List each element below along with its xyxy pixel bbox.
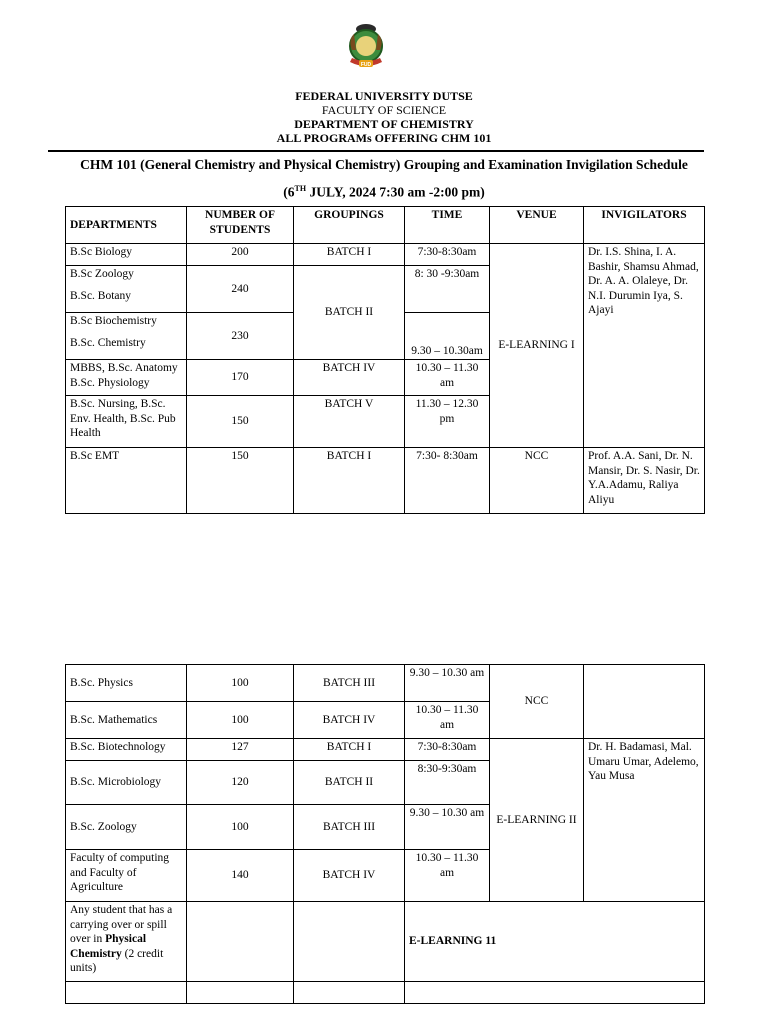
cell-invigilators-empty [584, 665, 705, 739]
cell-group-empty [294, 902, 405, 982]
cell-empty [294, 982, 405, 1004]
dept-bold-text: Physical Chemistry [70, 933, 147, 960]
cell-invigilators: Dr. I.S. Shina, I. A. Bashir, Shamsu Ahmad, Dr. A. A. Olaleye, Dr. N.I. Durumin Iya, S. Ajayi [584, 244, 705, 448]
cell-num: 150 [187, 448, 294, 514]
header-venue: VENUE [490, 207, 584, 244]
dept-line: B.Sc. Chemistry [70, 337, 146, 349]
programs-line: ALL PROGRAMs OFFERING CHM 101 [276, 131, 492, 145]
dept-text: Any student that has a carrying over or spill over in [70, 904, 173, 945]
cell-group: BATCH II [294, 266, 405, 360]
university-name: FEDERAL UNIVERSITY DUTSE [295, 89, 473, 103]
cell-num: 100 [187, 665, 294, 702]
cell-dept: B.Sc. Nursing, B.Sc. Env. Health, B.Sc. Pub Health [66, 396, 187, 448]
table-row [66, 902, 705, 982]
cell-time: 9.30 – 10.30am [405, 313, 490, 360]
cell-empty [187, 982, 294, 1004]
faculty-name: FACULTY OF SCIENCE [321, 103, 447, 117]
cell-invigilators: Dr. H. Badamasi, Mal. Umaru Umar, Adelemo, Yau Musa [584, 739, 705, 902]
cell-group: BATCH III [294, 665, 405, 702]
subtitle-open: ( [283, 184, 288, 200]
university-logo [340, 20, 392, 72]
cell-num: 140 [187, 850, 294, 902]
cell-empty [66, 982, 187, 1004]
cell-dept: Faculty of computing and Faculty of Agriculture [66, 850, 187, 902]
cell-dept: B.Sc. Zoology [66, 805, 187, 850]
header-time: TIME [405, 207, 490, 244]
subtitle-day: 6 [287, 184, 295, 200]
subtitle-sup: TH [294, 184, 307, 193]
header-groupings: GROUPINGS [294, 207, 405, 244]
header-divider [48, 150, 704, 152]
cell-num: 120 [187, 761, 294, 805]
cell-time: 11.30 – 12.30 pm [405, 396, 490, 448]
cell-num: 240 [187, 266, 294, 313]
cell-dept: B.Sc Biology [66, 244, 187, 266]
cell-num: 127 [187, 739, 294, 761]
cell-dept [66, 313, 187, 360]
cell-venue: E-LEARNING I [490, 244, 584, 448]
cell-dept: B.Sc. Biotechnology [66, 739, 187, 761]
cell-group: BATCH II [294, 761, 405, 805]
cell-num: 150 [187, 396, 294, 448]
page-subtitle [0, 180, 768, 202]
table-row [66, 244, 705, 266]
department-name: DEPARTMENT OF CHEMISTRY [294, 117, 474, 131]
cell-dept: B.Sc. Microbiology [66, 761, 187, 805]
cell-venue: E-LEARNING 11 [405, 902, 705, 982]
cell-group: BATCH I [294, 739, 405, 761]
cell-dept [66, 266, 187, 313]
cell-group: BATCH I [294, 448, 405, 514]
cell-num: 170 [187, 360, 294, 396]
cell-empty [405, 982, 705, 1004]
logo-text: FUD [360, 62, 372, 68]
cell-time: 7:30- 8:30am [405, 448, 490, 514]
cell-time: 9.30 – 10.30 am [405, 805, 490, 850]
cell-venue: NCC [490, 448, 584, 514]
table-row [66, 448, 705, 514]
header-departments: DEPARTMENTS [66, 207, 187, 244]
cell-time: 10.30 – 11.30 am [405, 850, 490, 902]
dept-line: B.Sc Biochemistry [70, 315, 157, 327]
subtitle-rest: JULY, 2024 7:30 am -2:00 pm) [306, 184, 485, 200]
table-header-row [66, 207, 705, 244]
cell-group: BATCH IV [294, 360, 405, 396]
cell-num: 200 [187, 244, 294, 266]
schedule-table-2 [65, 664, 705, 1004]
dept-line: B.Sc. Botany [70, 290, 132, 302]
cell-group: BATCH V [294, 396, 405, 448]
table-row [66, 982, 705, 1004]
cell-time: 8:30-9:30am [405, 761, 490, 805]
cell-venue: E-LEARNING II [490, 739, 584, 902]
cell-group: BATCH IV [294, 850, 405, 902]
dept-line: B.Sc Zoology [70, 268, 134, 280]
cell-group: BATCH IV [294, 702, 405, 739]
cell-dept: B.Sc. Mathematics [66, 702, 187, 739]
page-title: CHM 101 (General Chemistry and Physical Chemistry) Grouping and Examination Invigilation Schedule [80, 157, 688, 172]
cell-dept [66, 902, 187, 982]
cell-time: 7:30-8:30am [405, 244, 490, 266]
table-row [66, 739, 705, 761]
cell-num: 230 [187, 313, 294, 360]
cell-group: BATCH III [294, 805, 405, 850]
cell-time: 10.30 – 11.30 am [405, 702, 490, 739]
cell-time: 10.30 – 11.30 am [405, 360, 490, 396]
cell-time: 9.30 – 10.30 am [405, 665, 490, 702]
cell-invigilators: Prof. A.A. Sani, Dr. N. Mansir, Dr. S. Nasir, Dr. Y.A.Adamu, Raliya Aliyu [584, 448, 705, 514]
cell-num: 100 [187, 702, 294, 739]
table-row [66, 665, 705, 702]
cell-time: 7:30-8:30am [405, 739, 490, 761]
cell-dept: B.Sc EMT [66, 448, 187, 514]
cell-dept: B.Sc. Physics [66, 665, 187, 702]
cell-num: 100 [187, 805, 294, 850]
cell-dept: MBBS, B.Sc. Anatomy B.Sc. Physiology [66, 360, 187, 396]
cell-group: BATCH I [294, 244, 405, 266]
cell-num-empty [187, 902, 294, 982]
header-invigilators: INVIGILATORS [584, 207, 705, 244]
document-header [0, 89, 768, 145]
cell-venue: NCC [490, 665, 584, 739]
schedule-table-1 [65, 206, 705, 514]
cell-time: 8: 30 -9:30am [405, 266, 490, 313]
header-students: NUMBER OF STUDENTS [187, 207, 294, 244]
dept-text: (2 credit units) [70, 947, 164, 974]
